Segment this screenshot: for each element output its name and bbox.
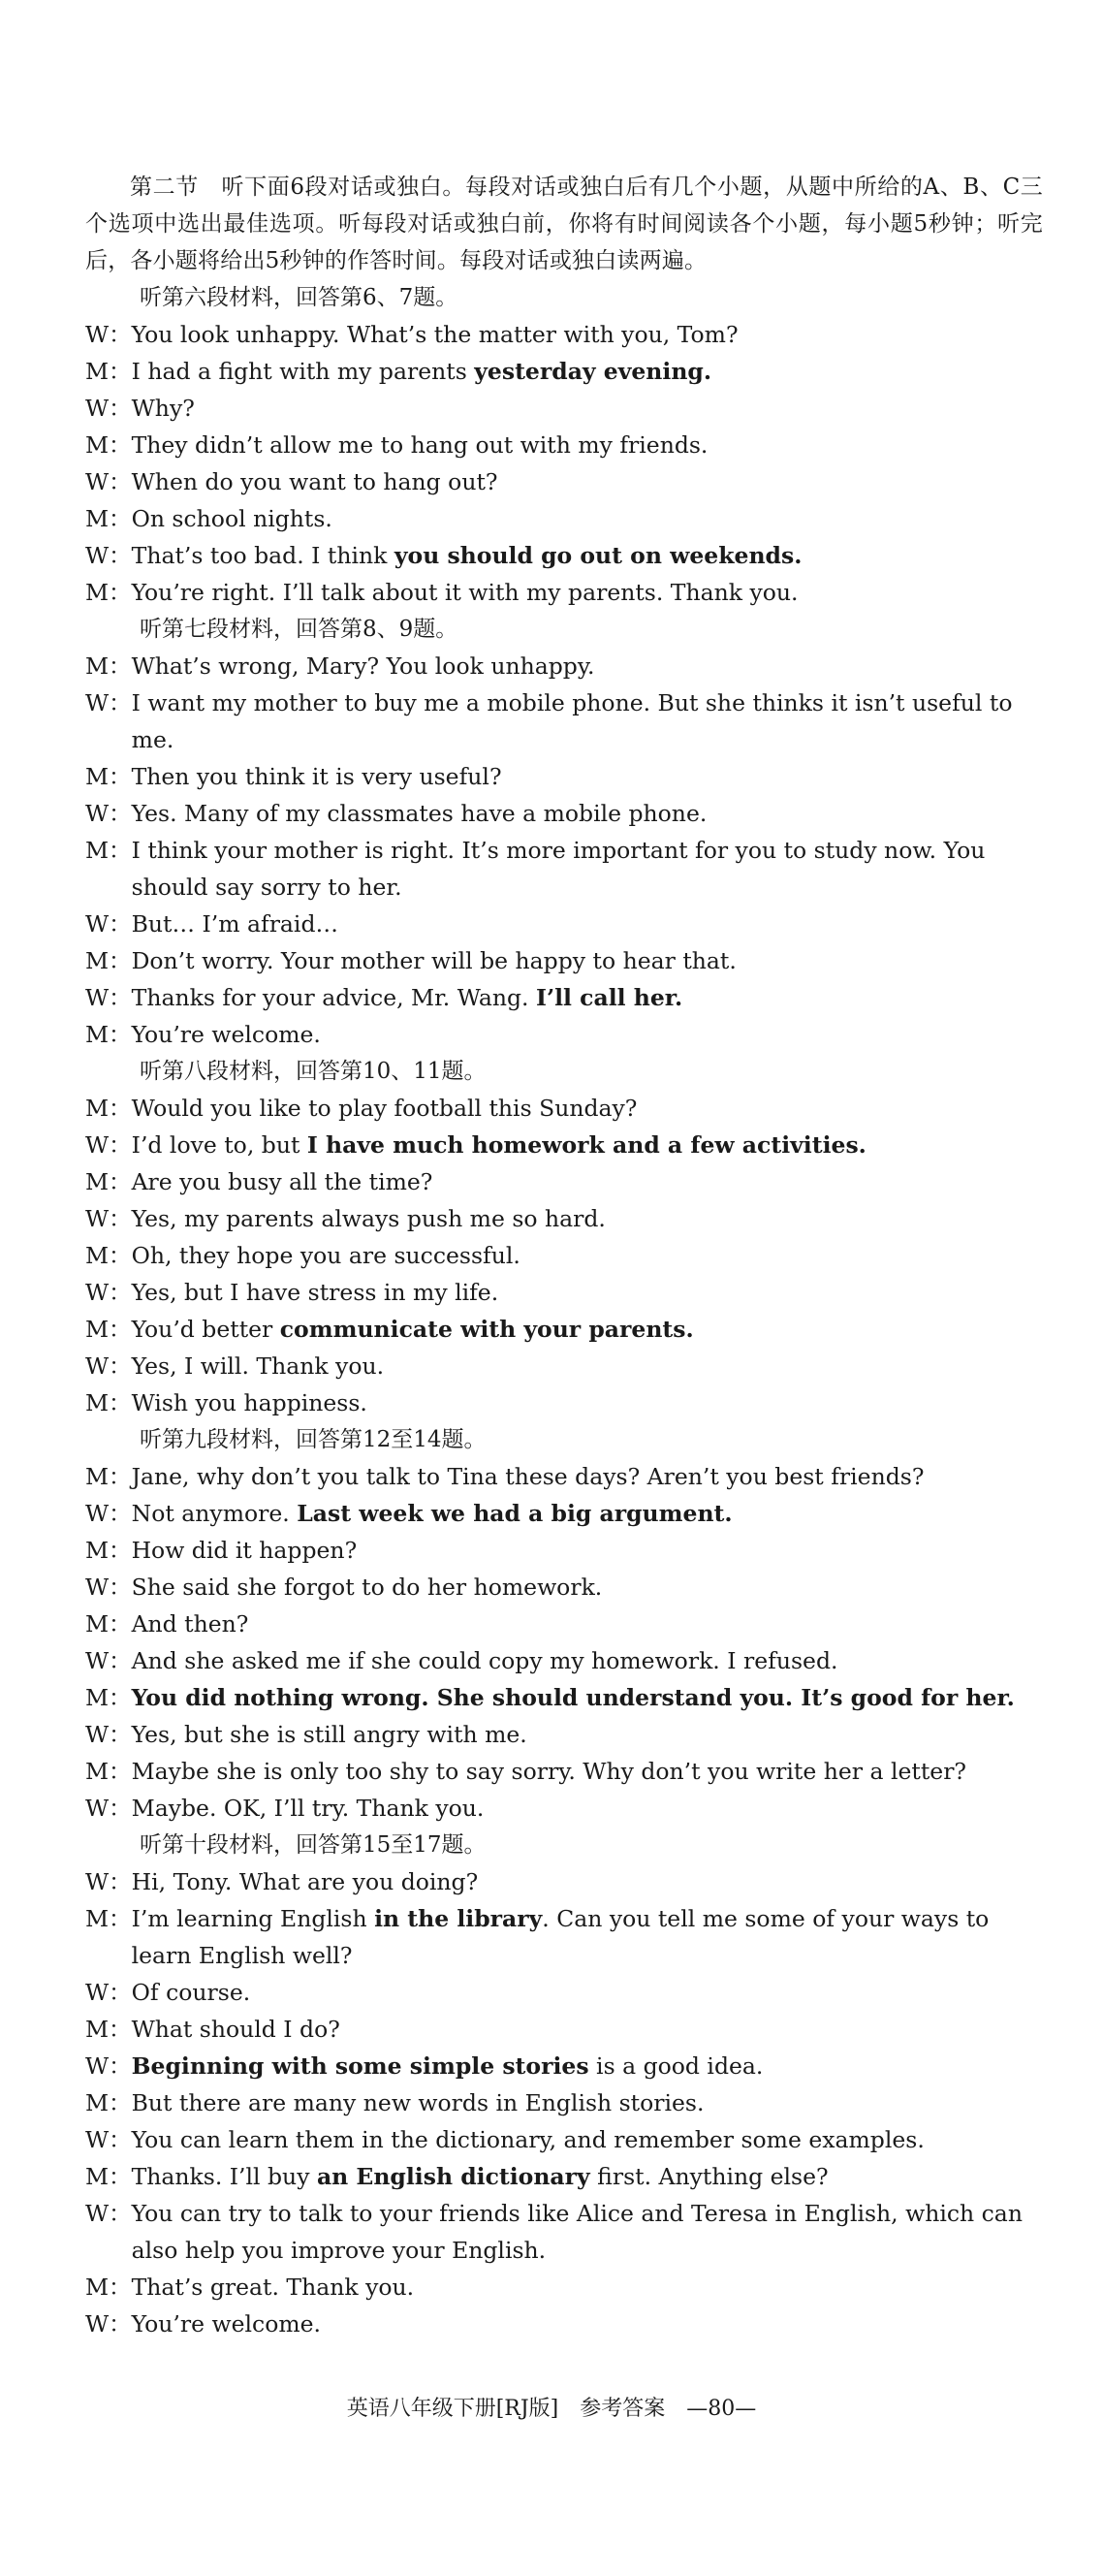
dialogue-line <box>85 2158 1043 2195</box>
utterance-text <box>132 1237 1043 1274</box>
utterance-text <box>132 1900 1043 1974</box>
utterance-text <box>132 2158 1043 2195</box>
section-heading: 听第十段材料，回答第15至17题。 <box>140 1832 487 1858</box>
key-answer-text: You did nothing wrong. She should understand you. It’s good for her. <box>131 1684 1015 1711</box>
speaker-label: W： <box>85 321 132 348</box>
speaker-label: M： <box>85 1758 132 1785</box>
speaker-label: W： <box>85 1205 132 1232</box>
dialogue-line <box>85 795 1043 832</box>
speaker-label: W： <box>85 2310 132 2337</box>
utterance-segment: I want my mother to buy me a mobile phone. But she thinks it isn’t useful to me. <box>131 689 1013 753</box>
dialogue-line <box>85 1974 1043 2011</box>
speaker-label: M： <box>85 1610 132 1638</box>
utterance-text <box>132 2084 1043 2121</box>
utterance-text <box>132 1384 1043 1421</box>
key-answer-text: in the library <box>374 1905 543 1932</box>
speaker-label: M： <box>85 1316 132 1343</box>
utterance-segment: When do you want to hang out? <box>131 468 498 495</box>
speaker-label: M： <box>85 1463 132 1490</box>
utterance-segment: I’d love to, but <box>131 1131 307 1159</box>
speaker-label: M： <box>85 1095 132 1122</box>
dialogue-line <box>85 1458 1043 1495</box>
utterance-segment: Yes, but I have stress in my life. <box>131 1279 499 1306</box>
utterance-segment: That’s great. Thank you. <box>131 2274 415 2301</box>
dialogue-line <box>85 1863 1043 1900</box>
speaker-label: M： <box>85 431 132 459</box>
utterance-text <box>132 1163 1043 1200</box>
utterance-text <box>132 832 1043 906</box>
dialogue-line <box>85 1384 1043 1421</box>
utterance-text <box>132 1311 1043 1348</box>
dialogue-sections <box>85 279 1043 2342</box>
utterance-segment: On school nights. <box>131 505 332 532</box>
utterance-segment: How did it happen? <box>131 1537 358 1564</box>
utterance-segment: Oh, they hope you are successful. <box>131 1242 520 1269</box>
speaker-label: M： <box>85 2274 132 2301</box>
dialogue-line <box>85 979 1043 1016</box>
speaker-label: W： <box>85 1131 132 1159</box>
utterance-text <box>132 1458 1043 1495</box>
dialogue-line <box>85 1569 1043 1606</box>
utterance-text <box>132 2121 1043 2158</box>
speaker-label: M： <box>85 358 132 385</box>
utterance-segment: first. Anything else? <box>589 2163 829 2190</box>
utterance-segment: What should I do? <box>131 2016 340 2043</box>
utterance-segment: Jane, why don’t you talk to Tina these days? Aren’t you best friends? <box>131 1463 925 1490</box>
dialogue-line <box>85 2306 1043 2342</box>
speaker-label: M： <box>85 1021 132 1048</box>
speaker-label: W： <box>85 542 132 569</box>
key-answer-text: an English dictionary <box>316 2163 590 2190</box>
utterance-segment: But there are many new words in English stories. <box>131 2089 705 2116</box>
dialogue-line <box>85 1532 1043 1569</box>
speaker-label: M： <box>85 2163 132 2190</box>
utterance-segment: is a good idea. <box>588 2052 764 2080</box>
speaker-label: W： <box>85 910 132 938</box>
dialogue-line <box>85 1200 1043 1237</box>
utterance-text <box>132 1348 1043 1384</box>
utterance-text <box>132 537 1043 574</box>
utterance-segment: You’re welcome. <box>131 1021 321 1048</box>
key-answer-text: Last week we had a big argument. <box>297 1500 733 1527</box>
speaker-label: W： <box>85 1279 132 1306</box>
utterance-segment: Yes. Many of my classmates have a mobile phone. <box>131 800 708 827</box>
utterance-text <box>132 1606 1043 1642</box>
dialogue-line <box>85 1679 1043 1716</box>
section-intro: 第二节 听下面6段对话或独白。每段对话或独白后有几个小题，从题中所给的A、B、C三个选项中选出最佳选项。听每段对话或独白前，你将有时间阅读各个小题，每小题5秒钟；听完后，各小题将给出5秒钟的作答时间。每段对话或独白读两遍。 <box>85 175 1043 273</box>
utterance-text <box>132 1863 1043 1900</box>
dialogue-line <box>85 1606 1043 1642</box>
key-answer-text: Beginning with some simple stories <box>131 2052 589 2080</box>
dialogue-line <box>85 2121 1043 2158</box>
utterance-segment: I had a fight with my parents <box>131 358 475 385</box>
dialogue-line <box>85 390 1043 427</box>
dialogue-line <box>85 1348 1043 1384</box>
utterance-text <box>132 427 1043 463</box>
dialogue-line <box>85 574 1043 611</box>
utterance-segment: Maybe. OK, I’ll try. Thank you. <box>131 1795 485 1822</box>
utterance-text <box>132 2269 1043 2306</box>
utterance-text <box>132 648 1043 684</box>
utterance-text <box>132 353 1043 390</box>
speaker-label: M： <box>85 2089 132 2116</box>
page-footer: 英语八年级下册[RJ版] 参考答案 —80— <box>346 2397 757 2421</box>
utterance-segment: You can learn them in the dictionary, and remember some examples. <box>131 2126 925 2153</box>
utterance-segment: You look unhappy. What’s the matter with you, Tom? <box>131 321 739 348</box>
dialogue-line <box>85 1127 1043 1163</box>
speaker-label: M： <box>85 1389 132 1416</box>
speaker-label: M： <box>85 1537 132 1564</box>
utterance-text <box>132 1127 1043 1163</box>
speaker-label: W： <box>85 395 132 422</box>
speaker-label: W： <box>85 689 132 716</box>
key-answer-text: communicate with your parents. <box>279 1316 694 1343</box>
key-answer-text: you should go out on weekends. <box>394 542 803 569</box>
utterance-text <box>132 1716 1043 1753</box>
section-heading: 听第七段材料，回答第8、9题。 <box>140 617 458 642</box>
utterance-segment: . Can you tell me some of your ways to learn English well? <box>131 1905 990 1969</box>
utterance-text <box>132 2195 1043 2269</box>
speaker-label: W： <box>85 1500 132 1527</box>
speaker-label: M： <box>85 1242 132 1269</box>
utterance-segment: You’d better <box>131 1316 280 1343</box>
dialogue-line <box>85 2084 1043 2121</box>
dialogue-line <box>85 316 1043 353</box>
speaker-label: M： <box>85 505 132 532</box>
dialogue-line <box>85 2011 1043 2048</box>
dialogue-line <box>85 463 1043 500</box>
dialogue-line <box>85 1753 1043 1790</box>
utterance-text <box>132 390 1043 427</box>
dialogue-line <box>85 2048 1043 2084</box>
utterance-text <box>132 1642 1043 1679</box>
utterance-text <box>132 1090 1043 1127</box>
utterance-segment: What’s wrong, Mary? You look unhappy. <box>131 652 595 680</box>
utterance-segment: Wish you happiness. <box>131 1389 367 1416</box>
speaker-label: M： <box>85 652 132 680</box>
utterance-text <box>132 1679 1043 1716</box>
dialogue-line <box>85 500 1043 537</box>
utterance-segment: I think your mother is right. It’s more important for you to study now. You should say sorry to her. <box>131 837 986 901</box>
utterance-text <box>132 463 1043 500</box>
utterance-text <box>132 758 1043 795</box>
utterance-segment: You’re welcome. <box>131 2310 321 2337</box>
utterance-text <box>132 684 1043 758</box>
utterance-segment: And she asked me if she could copy my homework. I refused. <box>131 1647 838 1674</box>
utterance-segment: They didn’t allow me to hang out with my friends. <box>131 431 709 459</box>
speaker-label: W： <box>85 2200 132 2227</box>
dialogue-line <box>85 1163 1043 1200</box>
utterance-text <box>132 2048 1043 2084</box>
speaker-label: M： <box>85 1905 132 1932</box>
dialogue-line <box>85 906 1043 942</box>
dialogue-line <box>85 1090 1043 1127</box>
utterance-segment: That’s too bad. I think <box>131 542 394 569</box>
utterance-segment: Maybe she is only too shy to say sorry. Why don’t you write her a letter? <box>131 1758 967 1785</box>
speaker-label: M： <box>85 2016 132 2043</box>
speaker-label: W： <box>85 2126 132 2153</box>
utterance-text <box>132 2011 1043 2048</box>
utterance-text <box>132 1274 1043 1311</box>
speaker-label: W： <box>85 1795 132 1822</box>
utterance-text <box>132 1532 1043 1569</box>
speaker-label: W： <box>85 1352 132 1380</box>
dialogue-line <box>85 1274 1043 1311</box>
dialogue-line <box>85 684 1043 758</box>
section-heading: 听第八段材料，回答第10、11题。 <box>140 1059 487 1084</box>
speaker-label: M： <box>85 763 132 790</box>
utterance-segment: You’re right. I’ll talk about it with my parents. Thank you. <box>131 579 799 606</box>
dialogue-line <box>85 2195 1043 2269</box>
section-heading: 听第九段材料，回答第12至14题。 <box>140 1427 487 1452</box>
utterance-segment: Don’t worry. Your mother will be happy to hear that. <box>131 947 737 974</box>
speaker-label: W： <box>85 1721 132 1748</box>
utterance-segment: Thanks for your advice, Mr. Wang. <box>131 984 536 1011</box>
utterance-text <box>132 1753 1043 1790</box>
speaker-label: W： <box>85 1868 132 1895</box>
transcript-content <box>85 169 1043 2342</box>
utterance-text <box>132 1974 1043 2011</box>
dialogue-line <box>85 1790 1043 1827</box>
utterance-segment: I’m learning English <box>131 1905 375 1932</box>
key-answer-text: I have much homework and a few activities. <box>306 1131 867 1159</box>
speaker-label: M： <box>85 579 132 606</box>
section-heading: 听第六段材料，回答第6、7题。 <box>140 285 458 310</box>
dialogue-line <box>85 353 1043 390</box>
dialogue-line <box>85 942 1043 979</box>
utterance-segment: Would you like to play football this Sunday? <box>131 1095 638 1122</box>
utterance-text <box>132 1016 1043 1053</box>
dialogue-line <box>85 1311 1043 1348</box>
utterance-text <box>132 795 1043 832</box>
utterance-segment: Thanks. I’ll buy <box>131 2163 317 2190</box>
utterance-segment: And then? <box>131 1610 249 1638</box>
dialogue-line <box>85 758 1043 795</box>
speaker-label: W： <box>85 984 132 1011</box>
speaker-label: M： <box>85 837 132 864</box>
dialogue-line <box>85 537 1043 574</box>
speaker-label: W： <box>85 1647 132 1674</box>
utterance-segment: Are you busy all the time? <box>131 1168 433 1195</box>
utterance-text <box>132 1495 1043 1532</box>
key-answer-text: yesterday evening. <box>474 358 712 385</box>
dialogue-line <box>85 1237 1043 1274</box>
dialogue-line <box>85 2269 1043 2306</box>
utterance-text <box>132 1790 1043 1827</box>
dialogue-line <box>85 1016 1043 1053</box>
utterance-segment: Yes, I will. Thank you. <box>131 1352 385 1380</box>
utterance-segment: Why? <box>131 395 195 422</box>
utterance-segment: Hi, Tony. What are you doing? <box>131 1868 479 1895</box>
dialogue-line <box>85 1642 1043 1679</box>
utterance-text <box>132 979 1043 1016</box>
speaker-label: W： <box>85 1979 132 2006</box>
dialogue-line <box>85 427 1043 463</box>
utterance-segment: Of course. <box>131 1979 251 2006</box>
utterance-text <box>132 1569 1043 1606</box>
speaker-label: W： <box>85 468 132 495</box>
dialogue-line <box>85 1495 1043 1532</box>
utterance-segment: But… I’m afraid… <box>131 910 338 938</box>
utterance-segment: You can try to talk to your friends like Alice and Teresa in English, which can also help you improve your English. <box>131 2200 1023 2264</box>
utterance-text <box>132 316 1043 353</box>
utterance-text <box>132 574 1043 611</box>
key-answer-text: I’ll call her. <box>535 984 683 1011</box>
speaker-label: W： <box>85 1574 132 1601</box>
speaker-label: M： <box>85 1684 132 1711</box>
dialogue-line <box>85 832 1043 906</box>
utterance-segment: Then you think it is very useful? <box>131 763 502 790</box>
utterance-segment: Yes, but she is still angry with me. <box>131 1721 527 1748</box>
dialogue-line <box>85 648 1043 684</box>
utterance-segment: Yes, my parents always push me so hard. <box>131 1205 606 1232</box>
utterance-segment: She said she forgot to do her homework. <box>131 1574 603 1601</box>
utterance-segment: Not anymore. <box>131 1500 298 1527</box>
speaker-label: M： <box>85 947 132 974</box>
utterance-text <box>132 942 1043 979</box>
dialogue-line <box>85 1716 1043 1753</box>
speaker-label: M： <box>85 1168 132 1195</box>
dialogue-line <box>85 1900 1043 1974</box>
utterance-text <box>132 500 1043 537</box>
speaker-label: W： <box>85 800 132 827</box>
utterance-text <box>132 906 1043 942</box>
utterance-text <box>132 2306 1043 2342</box>
speaker-label: W： <box>85 2052 132 2080</box>
utterance-text <box>132 1200 1043 1237</box>
